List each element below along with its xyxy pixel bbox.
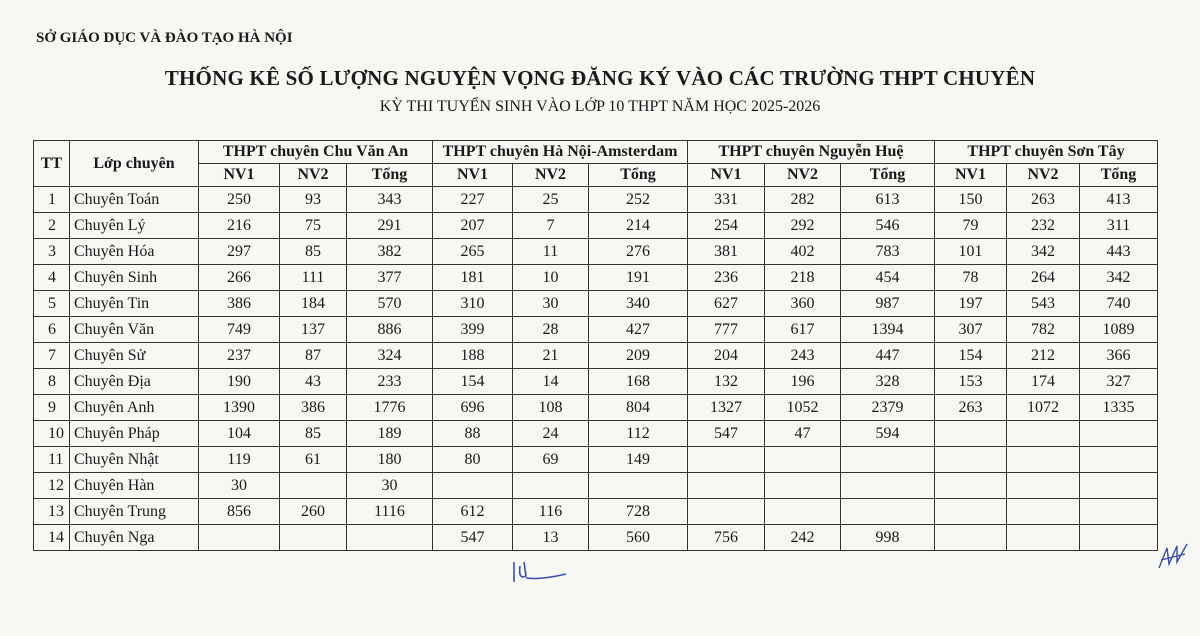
- table-cell: 184: [280, 291, 347, 317]
- table-row: [34, 291, 1158, 317]
- signature-mark: [1155, 540, 1195, 574]
- document-title: THỐNG KÊ SỐ LƯỢNG NGUYỆN VỌNG ĐĂNG KÝ VÀO CÁC TRƯỜNG THPT CHUYÊN: [164, 66, 1036, 90]
- nv2-header: NV2: [513, 164, 589, 187]
- table-cell: 264: [1007, 265, 1080, 291]
- table-cell: 311: [1080, 213, 1158, 239]
- table-cell: [841, 447, 935, 473]
- table-cell: 79: [935, 213, 1007, 239]
- table-cell: 1072: [1007, 395, 1080, 421]
- table-cell: 28: [513, 317, 589, 343]
- class-name: Chuyên Anh: [70, 395, 199, 421]
- table-cell: 30: [199, 473, 280, 499]
- table-row: [34, 421, 1158, 447]
- table-cell: [1080, 473, 1158, 499]
- document-subtitle: KỲ THI TUYỂN SINH VÀO LỚP 10 THPT NĂM HỌC 2025-2026: [379, 98, 821, 115]
- table-cell: 119: [199, 447, 280, 473]
- table-cell: [688, 473, 765, 499]
- table-cell: 24: [513, 421, 589, 447]
- total-header: Tổng: [347, 164, 433, 187]
- table-cell: 570: [347, 291, 433, 317]
- table-cell: 617: [765, 317, 841, 343]
- table-cell: 101: [935, 239, 1007, 265]
- table-cell: 30: [513, 291, 589, 317]
- class-name: Chuyên Hàn: [70, 473, 199, 499]
- table-cell: 263: [935, 395, 1007, 421]
- table-cell: 547: [688, 421, 765, 447]
- table-cell: 7: [513, 213, 589, 239]
- table-cell: 69: [513, 447, 589, 473]
- school-header: THPT chuyên Nguyễn Huệ: [688, 141, 935, 164]
- table-cell: [1007, 421, 1080, 447]
- table-cell: 61: [280, 447, 347, 473]
- table-cell: 21: [513, 343, 589, 369]
- table-cell: 237: [199, 343, 280, 369]
- row-number: 5: [34, 291, 70, 317]
- table-cell: 443: [1080, 239, 1158, 265]
- table-cell: 13: [513, 525, 589, 551]
- table-cell: 218: [765, 265, 841, 291]
- table-row: [34, 239, 1158, 265]
- table-cell: 260: [280, 499, 347, 525]
- table-row: [34, 317, 1158, 343]
- table-cell: 207: [433, 213, 513, 239]
- table-row: [34, 395, 1158, 421]
- table-cell: 181: [433, 265, 513, 291]
- table-cell: 777: [688, 317, 765, 343]
- table-cell: 386: [199, 291, 280, 317]
- table-cell: 11: [513, 239, 589, 265]
- table-cell: 613: [841, 187, 935, 213]
- table-cell: 381: [688, 239, 765, 265]
- table-cell: 112: [589, 421, 688, 447]
- table-cell: 328: [841, 369, 935, 395]
- row-number: 11: [34, 447, 70, 473]
- table-cell: [433, 473, 513, 499]
- table-cell: 25: [513, 187, 589, 213]
- table-cell: 740: [1080, 291, 1158, 317]
- table-body: [34, 187, 1158, 551]
- row-number: 10: [34, 421, 70, 447]
- class-name: Chuyên Trung: [70, 499, 199, 525]
- table-cell: 1394: [841, 317, 935, 343]
- table-cell: 696: [433, 395, 513, 421]
- tt-header: TT: [34, 141, 70, 187]
- table-cell: [765, 473, 841, 499]
- table-cell: [199, 525, 280, 551]
- class-name: Chuyên Hóa: [70, 239, 199, 265]
- table-cell: 242: [765, 525, 841, 551]
- row-number: 13: [34, 499, 70, 525]
- row-number: 1: [34, 187, 70, 213]
- table-cell: [935, 421, 1007, 447]
- table-cell: 276: [589, 239, 688, 265]
- table-cell: 174: [1007, 369, 1080, 395]
- table-cell: 612: [433, 499, 513, 525]
- table-cell: 191: [589, 265, 688, 291]
- table-cell: 327: [1080, 369, 1158, 395]
- table-cell: 340: [589, 291, 688, 317]
- table-cell: 137: [280, 317, 347, 343]
- class-name: Chuyên Sinh: [70, 265, 199, 291]
- table-row: [34, 525, 1158, 551]
- table-cell: 204: [688, 343, 765, 369]
- table-row: [34, 499, 1158, 525]
- table-cell: 307: [935, 317, 1007, 343]
- table-cell: 236: [688, 265, 765, 291]
- school-header: THPT chuyên Chu Văn An: [199, 141, 433, 164]
- signature-mark: [510, 556, 570, 586]
- table-cell: 227: [433, 187, 513, 213]
- table-cell: [1080, 525, 1158, 551]
- table-cell: 266: [199, 265, 280, 291]
- table-cell: 149: [589, 447, 688, 473]
- table-cell: [1007, 525, 1080, 551]
- total-header: Tổng: [1080, 164, 1158, 187]
- table-cell: 212: [1007, 343, 1080, 369]
- table-cell: 150: [935, 187, 1007, 213]
- row-number: 7: [34, 343, 70, 369]
- row-number: 9: [34, 395, 70, 421]
- table-cell: 243: [765, 343, 841, 369]
- table-cell: 104: [199, 421, 280, 447]
- table-cell: 987: [841, 291, 935, 317]
- table-cell: 783: [841, 239, 935, 265]
- class-name: Chuyên Nga: [70, 525, 199, 551]
- table-cell: 85: [280, 239, 347, 265]
- table-cell: 756: [688, 525, 765, 551]
- table-row: [34, 213, 1158, 239]
- table-row: [34, 473, 1158, 499]
- table-cell: 196: [765, 369, 841, 395]
- table-cell: 250: [199, 187, 280, 213]
- table-cell: 88: [433, 421, 513, 447]
- table-cell: 14: [513, 369, 589, 395]
- nv2-header: NV2: [280, 164, 347, 187]
- table-cell: 153: [935, 369, 1007, 395]
- nv2-header: NV2: [1007, 164, 1080, 187]
- row-number: 2: [34, 213, 70, 239]
- table-cell: 728: [589, 499, 688, 525]
- sub-header-row: [34, 164, 1158, 187]
- table-cell: 252: [589, 187, 688, 213]
- table-cell: 1116: [347, 499, 433, 525]
- table-cell: 108: [513, 395, 589, 421]
- table-cell: 209: [589, 343, 688, 369]
- table-cell: [280, 525, 347, 551]
- class-name: Chuyên Địa: [70, 369, 199, 395]
- table-cell: [1007, 447, 1080, 473]
- table-cell: 197: [935, 291, 1007, 317]
- table-cell: 399: [433, 317, 513, 343]
- table-cell: 132: [688, 369, 765, 395]
- row-number: 14: [34, 525, 70, 551]
- table-cell: [935, 525, 1007, 551]
- table-cell: 80: [433, 447, 513, 473]
- table-cell: 168: [589, 369, 688, 395]
- agency-name: SỞ GIÁO DỤC VÀ ĐÀO TẠO HÀ NỘI: [36, 30, 293, 46]
- row-number: 4: [34, 265, 70, 291]
- table-cell: 560: [589, 525, 688, 551]
- table-cell: 75: [280, 213, 347, 239]
- total-header: Tổng: [589, 164, 688, 187]
- table-row: [34, 187, 1158, 213]
- table-cell: [935, 447, 1007, 473]
- table-cell: 111: [280, 265, 347, 291]
- registration-stats-table: [33, 140, 1158, 551]
- table-cell: [1080, 499, 1158, 525]
- table-cell: 594: [841, 421, 935, 447]
- table-cell: 263: [1007, 187, 1080, 213]
- table-cell: [1007, 473, 1080, 499]
- table-cell: 10: [513, 265, 589, 291]
- table-cell: 343: [347, 187, 433, 213]
- table-cell: 402: [765, 239, 841, 265]
- table-cell: 886: [347, 317, 433, 343]
- table-cell: 291: [347, 213, 433, 239]
- table-cell: 216: [199, 213, 280, 239]
- table-cell: 265: [433, 239, 513, 265]
- table-cell: 377: [347, 265, 433, 291]
- table-cell: 297: [199, 239, 280, 265]
- table-cell: 189: [347, 421, 433, 447]
- table-cell: [1080, 421, 1158, 447]
- table-cell: 282: [765, 187, 841, 213]
- row-number: 12: [34, 473, 70, 499]
- table-cell: 342: [1007, 239, 1080, 265]
- table-cell: 427: [589, 317, 688, 343]
- table-cell: 78: [935, 265, 1007, 291]
- table-cell: 116: [513, 499, 589, 525]
- table-cell: 382: [347, 239, 433, 265]
- table-cell: [841, 499, 935, 525]
- table-cell: 366: [1080, 343, 1158, 369]
- table-cell: [347, 525, 433, 551]
- table-cell: [935, 473, 1007, 499]
- total-header: Tổng: [841, 164, 935, 187]
- table-cell: 1390: [199, 395, 280, 421]
- nv1-header: NV1: [688, 164, 765, 187]
- row-number: 8: [34, 369, 70, 395]
- table-cell: 1327: [688, 395, 765, 421]
- table-cell: 47: [765, 421, 841, 447]
- table-cell: [589, 473, 688, 499]
- table-cell: 87: [280, 343, 347, 369]
- nv1-header: NV1: [935, 164, 1007, 187]
- table-cell: [513, 473, 589, 499]
- table-cell: 310: [433, 291, 513, 317]
- class-name: Chuyên Văn: [70, 317, 199, 343]
- table-cell: 85: [280, 421, 347, 447]
- nv1-header: NV1: [199, 164, 280, 187]
- table-cell: 331: [688, 187, 765, 213]
- table-cell: 254: [688, 213, 765, 239]
- table-cell: 43: [280, 369, 347, 395]
- table-cell: 2379: [841, 395, 935, 421]
- class-name: Chuyên Toán: [70, 187, 199, 213]
- table-cell: 214: [589, 213, 688, 239]
- table-cell: 154: [935, 343, 1007, 369]
- table-cell: 180: [347, 447, 433, 473]
- class-name: Chuyên Lý: [70, 213, 199, 239]
- table-cell: 627: [688, 291, 765, 317]
- table-cell: 804: [589, 395, 688, 421]
- table-cell: 324: [347, 343, 433, 369]
- table-cell: 1776: [347, 395, 433, 421]
- school-header-row: [34, 141, 1158, 164]
- table-cell: 454: [841, 265, 935, 291]
- class-header: Lớp chuyên: [70, 141, 199, 187]
- table-cell: 1335: [1080, 395, 1158, 421]
- school-header: THPT chuyên Sơn Tây: [935, 141, 1158, 164]
- class-name: Chuyên Nhật: [70, 447, 199, 473]
- table-row: [34, 343, 1158, 369]
- table-cell: 30: [347, 473, 433, 499]
- table-cell: 154: [433, 369, 513, 395]
- row-number: 6: [34, 317, 70, 343]
- table-cell: 447: [841, 343, 935, 369]
- table-cell: 856: [199, 499, 280, 525]
- table-cell: [841, 473, 935, 499]
- nv1-header: NV1: [433, 164, 513, 187]
- table-cell: 546: [841, 213, 935, 239]
- table-cell: 998: [841, 525, 935, 551]
- table-cell: [1080, 447, 1158, 473]
- table-cell: 360: [765, 291, 841, 317]
- table-cell: [688, 499, 765, 525]
- table-cell: 749: [199, 317, 280, 343]
- table-row: [34, 369, 1158, 395]
- table-cell: 1089: [1080, 317, 1158, 343]
- table-row: [34, 265, 1158, 291]
- row-number: 3: [34, 239, 70, 265]
- table-cell: 188: [433, 343, 513, 369]
- table-cell: [280, 473, 347, 499]
- table-cell: [1007, 499, 1080, 525]
- table-cell: 233: [347, 369, 433, 395]
- table-cell: [935, 499, 1007, 525]
- table-cell: 547: [433, 525, 513, 551]
- table-cell: 292: [765, 213, 841, 239]
- class-name: Chuyên Tin: [70, 291, 199, 317]
- table-cell: [688, 447, 765, 473]
- table-cell: 342: [1080, 265, 1158, 291]
- school-header: THPT chuyên Hà Nội-Amsterdam: [433, 141, 688, 164]
- table-cell: [765, 447, 841, 473]
- table-cell: 93: [280, 187, 347, 213]
- table-cell: [765, 499, 841, 525]
- table-cell: 232: [1007, 213, 1080, 239]
- table-cell: 413: [1080, 187, 1158, 213]
- table-cell: 1052: [765, 395, 841, 421]
- table-cell: 782: [1007, 317, 1080, 343]
- table-cell: 386: [280, 395, 347, 421]
- class-name: Chuyên Pháp: [70, 421, 199, 447]
- table-row: [34, 447, 1158, 473]
- class-name: Chuyên Sử: [70, 343, 199, 369]
- nv2-header: NV2: [765, 164, 841, 187]
- table-cell: 543: [1007, 291, 1080, 317]
- table-cell: 190: [199, 369, 280, 395]
